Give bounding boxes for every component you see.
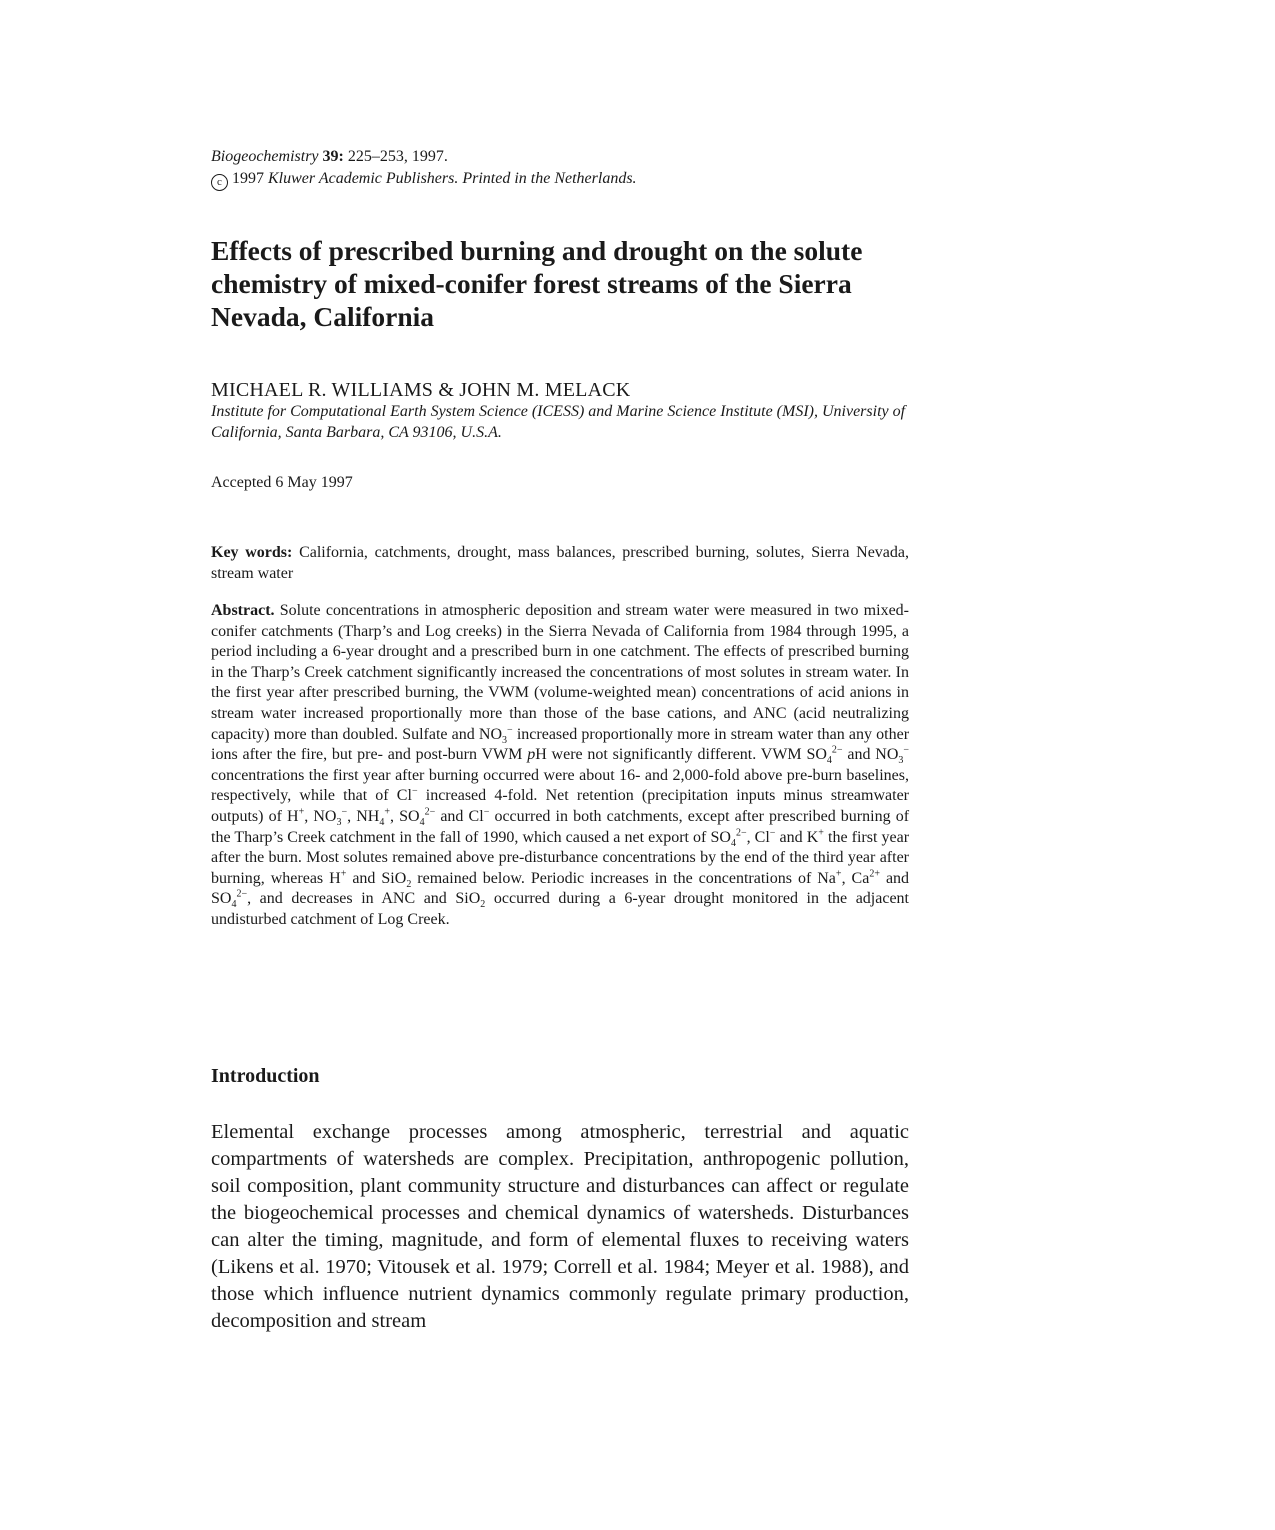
keywords-text: California, catchments, drought, mass balances, prescribed burning, solutes, Sierra Nevada, stream water — [211, 544, 909, 582]
publisher: Kluwer Academic Publishers. Printed in the Netherlands. — [268, 170, 637, 187]
introduction-heading: Introduction — [211, 1065, 320, 1087]
copyright-year: 1997 — [232, 170, 264, 187]
journal-volume: 39: — [322, 148, 344, 165]
authors: MICHAEL R. WILLIAMS & JOHN M. MELACK — [211, 379, 631, 401]
keywords-label: Key words: — [211, 544, 293, 561]
abstract-label: Abstract. — [211, 602, 275, 619]
journal-header — [211, 146, 909, 191]
citation-line — [211, 146, 909, 168]
copyright-line — [211, 168, 909, 191]
paper-title: Effects of prescribed burning and drought on the solute chemistry of mixed-conifer forest streams of the Sierra Nevada, California — [211, 235, 863, 332]
copyright-icon: c — [211, 174, 228, 191]
accepted-date: Accepted 6 May 1997 — [211, 474, 353, 491]
keywords — [211, 542, 909, 584]
affiliation: Institute for Computational Earth System Science (ICESS) and Marine Science Institute (MSI), University of California, Santa Barbara, CA 93106, U.S.A. — [211, 403, 906, 441]
introduction-paragraph: Elemental exchange processes among atmospheric, terrestrial and aquatic compartments of watersheds are complex. Precipitation, anthropogenic pollution, soil composition, plant community structure and disturbances can affect or regulate the biogeochemical processes and chemical dynamics of watersheds. Disturbances can alter the timing, magnitude, and form of elemental fluxes to receiving waters (Likens et al. 1970; Vitousek et al. 1979; Correll et al. 1984; Meyer et al. 1988), and those which influence nutrient dynamics commonly regulate primary production, decomposition and stream — [211, 1121, 909, 1332]
journal-pages: 225–253, 1997. — [347, 148, 448, 165]
abstract: Abstract. Solute concentrations in atmospheric deposition and stream water were measured in two mixed-conifer catchments (Tharp’s and Log creeks) in the Sierra Nevada of California from 1984 through 1995, a period including a 6-year drought and a prescribed burn in one catchment. The effects of prescribed burning in the Tharp’s Creek catchment significantly increased the concentrations of most solutes in stream water. In the first year after prescribed burning, the VWM (volume-weighted mean) concentrations of acid anions in stream water increased proportionally more than those of the base cations, and ANC (acid neutralizing capacity) more than doubled. Sulfate and $NO_3^-$ increased proportionally more in stream water than any other ions after the fire, but pre- and post-burn VWM pH were not significantly different. VWM $SO_4^{2-}$ and $NO_3^-$ concentrations the first year after burning occurred were about 16- and 2,000-fold above pre-burn baselines, respectively, while that of Cl− increased 4-fold. Net retention (precipitation inputs minus streamwater outputs) of H+, $NO_3^-$, $NH_4^+$, $SO_4^{2-}$ and Cl− occurred in both catchments, except after prescribed burning of the Tharp’s Creek catchment in the fall of 1990, which caused a net export of $SO_4^{2-}$, Cl− and K+ the first year after the burn. Most solutes remained above pre-disturbance concentrations by the end of the third year after burning, whereas H+ and SiO$_2$ remained below. Periodic increases in the concentrations of Na+, $Ca^{2+}$ and $SO_4^{2-}$, and decreases in ANC and SiO$_2$ occurred during a 6-year drought monitored in the adjacent undisturbed catchment of Log Creek. — [211, 602, 910, 928]
journal-name: Biogeochemistry — [211, 148, 319, 165]
